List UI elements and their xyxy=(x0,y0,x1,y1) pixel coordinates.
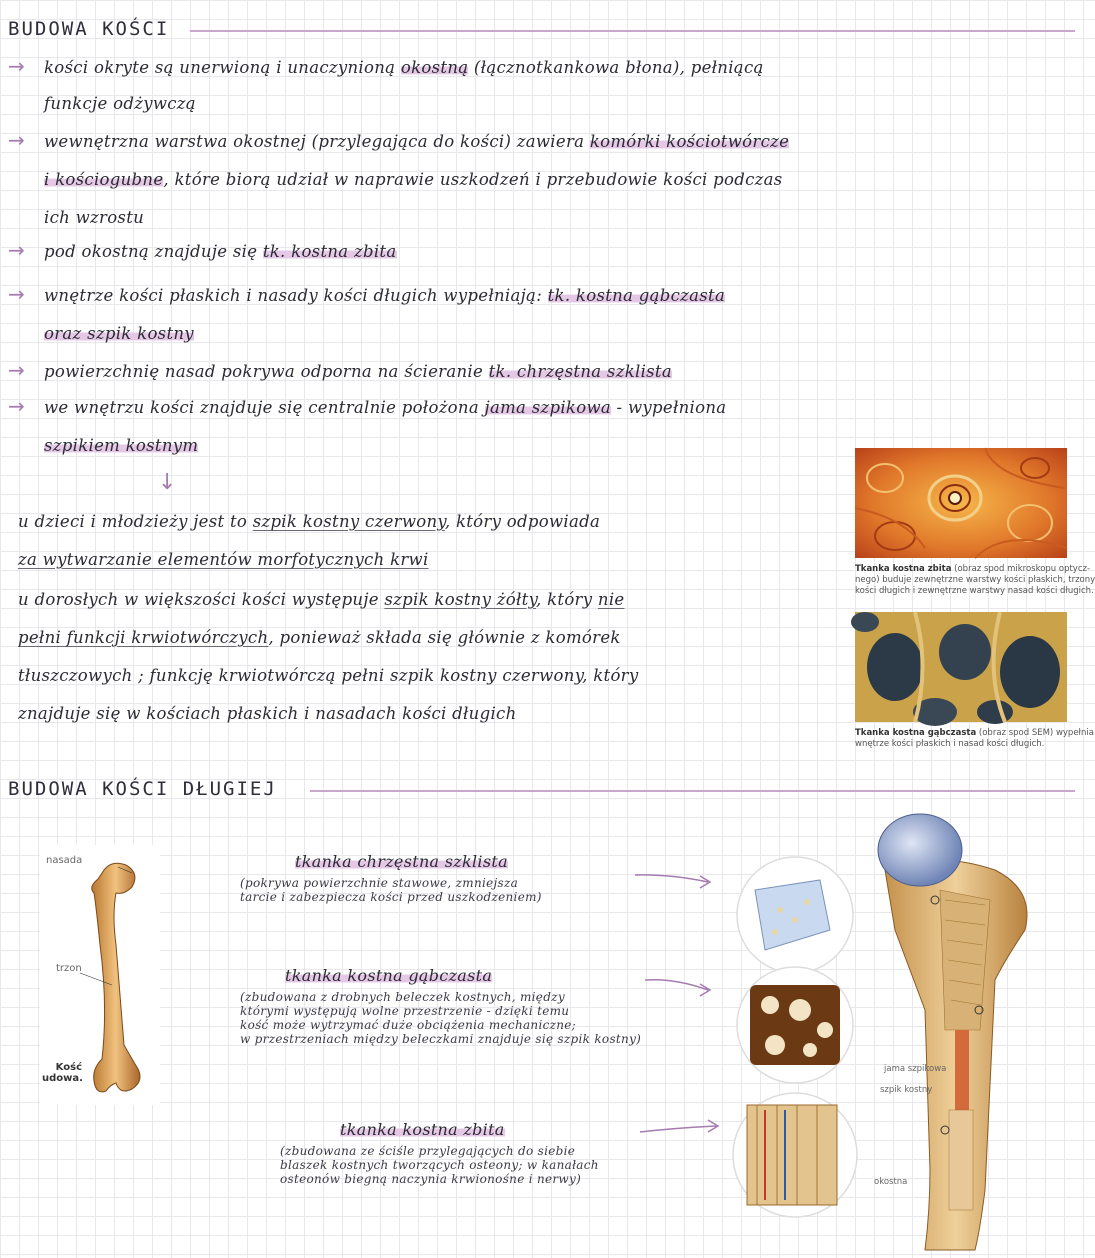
spongy-bone-photo xyxy=(855,612,1067,722)
note-line xyxy=(44,130,789,154)
compact-bone-photo xyxy=(855,448,1067,558)
compact-bone-caption: Tkanka kostna zbita (obraz spod mikroskopu optycz- nego) buduje zewnętrzne warstwy kości płaskich, trzony kości długich i zewnętrzne warstwy nasad kości długich. xyxy=(855,564,1095,596)
section-heading-bone-structure: BUDOWA KOŚCI xyxy=(8,18,170,40)
tissue-description-line: tarcie i zabezpiecza kości przed uszkodzeniem) xyxy=(240,890,542,904)
femur-label-kosc: Kość udowa. xyxy=(42,1062,83,1084)
down-arrow-icon: ↓ xyxy=(158,470,177,495)
heading-divider xyxy=(190,30,1075,32)
paragraph-line xyxy=(18,626,621,650)
text-segment: powierzchnię nasad pokrywa odporna na ścieranie xyxy=(44,362,489,381)
tissue-description-line: w przestrzeniach między beleczkami znajduje się szpik kostny) xyxy=(240,1032,642,1046)
underlined-term: szpik kostny żółty xyxy=(384,590,536,609)
heading-divider-2 xyxy=(310,790,1075,792)
underlined-term: szpik kostny czerwony xyxy=(252,512,445,531)
highlighted-term: komórki kościotwórcze xyxy=(589,132,790,151)
highlighted-term: tk. kostna zbita xyxy=(262,242,397,261)
text-segment: , które biorą udział w naprawie uszkodzeń i przebudowie kości podczas xyxy=(163,170,783,189)
text-segment: funkcje odżywczą xyxy=(44,94,196,113)
bullet-arrow-icon: → xyxy=(8,358,25,382)
text-segment: u dzieci i młodzieży jest to xyxy=(18,512,253,531)
paragraph-line xyxy=(18,664,639,688)
underlined-term: pełni funkcji krwiotwórczych xyxy=(18,628,269,647)
bullet-arrow-icon: → xyxy=(8,282,25,306)
tissue-description-line: którymi występują wolne przestrzenie - dzięki temu xyxy=(240,1004,570,1018)
tissue-description-line: (pokrywa powierzchnie stawowe, zmniejsza xyxy=(240,876,519,890)
note-line xyxy=(44,92,196,116)
femur-label-trzon: trzon xyxy=(56,963,82,974)
bullet-arrow-icon: → xyxy=(8,238,25,262)
spongy-bone-caption: Tkanka kostna gąbczasta (obraz spod SEM) wypełnia wnętrze kości płaskich i nasad kości długich. xyxy=(855,728,1094,749)
tissue-title: tkanka kostna gąbczasta xyxy=(285,966,493,985)
tissue-description-line: (zbudowana ze ściśle przylegających do siebie xyxy=(280,1144,576,1158)
text-segment: znajduje się w kościach płaskich i nasadach kości długich xyxy=(18,704,517,723)
note-line xyxy=(44,56,764,80)
tissue-title: tkanka kostna zbita xyxy=(340,1120,505,1139)
highlighted-term: tk. kostna gąbczasta xyxy=(547,286,726,305)
text-segment: , ponieważ składa się głównie z komórek xyxy=(268,628,621,647)
bullet-arrow-icon: → xyxy=(8,394,25,418)
highlighted-term: i kościogubne xyxy=(44,170,164,189)
paragraph-line xyxy=(18,548,429,572)
text-segment: wewnętrzna warstwa okostnej (przylegająca do kości) zawiera xyxy=(44,132,590,151)
tissue-description-line: kość może wytrzymać duże obciążenia mechaniczne; xyxy=(240,1018,577,1032)
note-line xyxy=(44,240,397,264)
note-line xyxy=(44,396,726,420)
text-segment: (łącznotkankowa błona), pełniącą xyxy=(468,58,764,77)
text-segment: we wnętrzu kości znajduje się centralnie położona xyxy=(44,398,485,417)
underlined-term: za wytwarzanie elementów morfotycznych krwi xyxy=(18,550,429,569)
text-segment: pod okostną znajduje się xyxy=(44,242,263,261)
bullet-arrow-icon: → xyxy=(8,128,25,152)
text-segment: ich wzrostu xyxy=(44,208,145,227)
note-line xyxy=(44,434,198,458)
tissue-title: tkanka chrzęstna szklista xyxy=(295,852,508,871)
femur-label-nasada: nasada xyxy=(46,855,83,866)
note-line xyxy=(44,168,783,192)
pointer-arrows xyxy=(630,860,730,1150)
section-heading-long-bone: BUDOWA KOŚCI DŁUGIEJ xyxy=(8,778,277,800)
text-segment: u dorosłych w większości kości występuje xyxy=(18,590,385,609)
text-segment: - wypełniona xyxy=(611,398,727,417)
text-segment: , który xyxy=(536,590,598,609)
diagram-label-jama: jama szpikowa xyxy=(884,1064,947,1074)
note-line xyxy=(44,360,672,384)
diagram-label-okostna: okostna xyxy=(874,1177,908,1187)
diagram-label-szpik: szpik kostny xyxy=(880,1085,933,1095)
tissue-description-line: osteonów biegną naczynia krwionośne i nerwy) xyxy=(280,1172,582,1186)
highlighted-term: jama szpikowa xyxy=(484,398,612,417)
note-line xyxy=(44,322,194,346)
text-segment: , który odpowiada xyxy=(444,512,601,531)
text-segment: kości okryte są unerwioną i unaczynioną xyxy=(44,58,401,77)
paragraph-line xyxy=(18,510,600,534)
caption-bold: Tkanka kostna zbita xyxy=(855,564,952,574)
highlighted-term: okostną xyxy=(400,58,469,77)
highlighted-term: tk. chrzęstna szklista xyxy=(488,362,672,381)
highlighted-term: szpikiem kostnym xyxy=(44,436,199,455)
highlighted-term: oraz szpik kostny xyxy=(44,324,194,343)
paragraph-line xyxy=(18,702,517,726)
paragraph-line xyxy=(18,588,624,612)
text-segment: tłuszczowych ; funkcję krwiotwórczą pełni szpik kostny czerwony, który xyxy=(18,666,639,685)
note-line xyxy=(44,206,144,230)
tissue-description-line: (zbudowana z drobnych beleczek kostnych, między xyxy=(240,990,565,1004)
bullet-arrow-icon: → xyxy=(8,54,25,78)
text-segment: wnętrze kości płaskich i nasady kości długich wypełniają: xyxy=(44,286,548,305)
tissue-description-line: blaszek kostnych tworzących osteony; w kanałach xyxy=(280,1158,599,1172)
underlined-term: nie xyxy=(597,590,625,609)
note-line xyxy=(44,284,725,308)
